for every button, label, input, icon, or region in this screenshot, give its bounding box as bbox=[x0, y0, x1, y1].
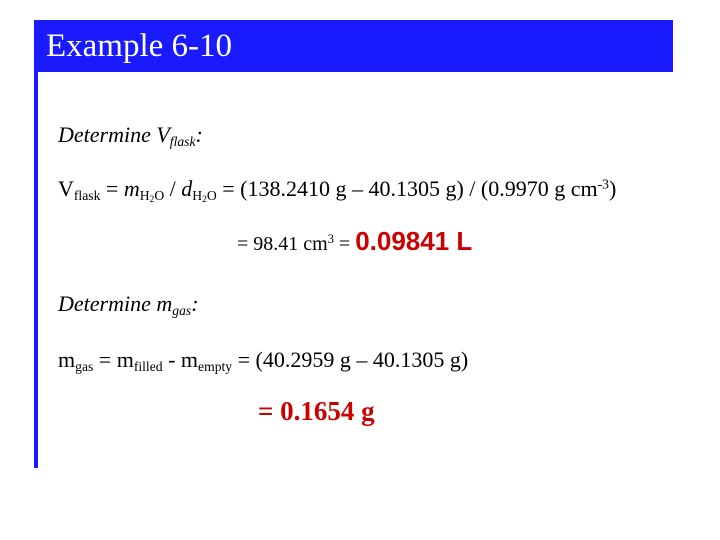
minus-m: - m bbox=[162, 347, 199, 372]
m-symbol: m bbox=[58, 347, 76, 372]
title-bar bbox=[34, 20, 673, 72]
heading-text: Determine m bbox=[58, 291, 173, 316]
d-subscript: H2O bbox=[192, 187, 217, 205]
heading-determine-mgas bbox=[58, 291, 199, 319]
equation-rhs: = (138.2410 g – 40.1305 g) / (0.9970 g cm bbox=[216, 176, 598, 201]
result-volume bbox=[237, 226, 472, 257]
equation-mgas bbox=[58, 347, 468, 375]
slide-title: Example 6-10 bbox=[46, 28, 233, 64]
d-symbol: d bbox=[181, 176, 193, 201]
heading-text: Determine V bbox=[58, 122, 170, 147]
equals-sign: = bbox=[100, 176, 124, 201]
equals-sign: = bbox=[333, 233, 356, 255]
heading-subscript: flask bbox=[169, 133, 196, 149]
left-accent-rule bbox=[34, 72, 38, 468]
v-subscript: flask bbox=[73, 187, 101, 203]
equation-rhs: = (40.2959 g – 40.1305 g) bbox=[232, 347, 469, 372]
heading-colon: : bbox=[195, 122, 203, 147]
answer-gas-mass: = 0.1654 g bbox=[258, 396, 375, 426]
heading-determine-vflask bbox=[58, 122, 203, 150]
exponent: -3 bbox=[597, 176, 609, 192]
m-symbol: m bbox=[123, 176, 140, 201]
m-subscript: H2O bbox=[139, 187, 165, 205]
heading-colon: : bbox=[191, 291, 199, 316]
empty-subscript: empty bbox=[198, 358, 233, 374]
cube-exponent: 3 bbox=[327, 232, 334, 247]
heading-subscript: gas bbox=[172, 302, 192, 318]
equation-vflask bbox=[58, 176, 616, 205]
equals-m: = m bbox=[93, 347, 134, 372]
volume-cm3: = 98.41 cm bbox=[237, 233, 328, 255]
divide-slash: / bbox=[164, 176, 182, 201]
answer-volume-liters: 0.09841 L bbox=[355, 226, 473, 256]
v-symbol: V bbox=[58, 176, 74, 201]
m-subscript: gas bbox=[75, 358, 94, 374]
filled-subscript: filled bbox=[133, 358, 163, 374]
close-paren: ) bbox=[608, 176, 617, 201]
